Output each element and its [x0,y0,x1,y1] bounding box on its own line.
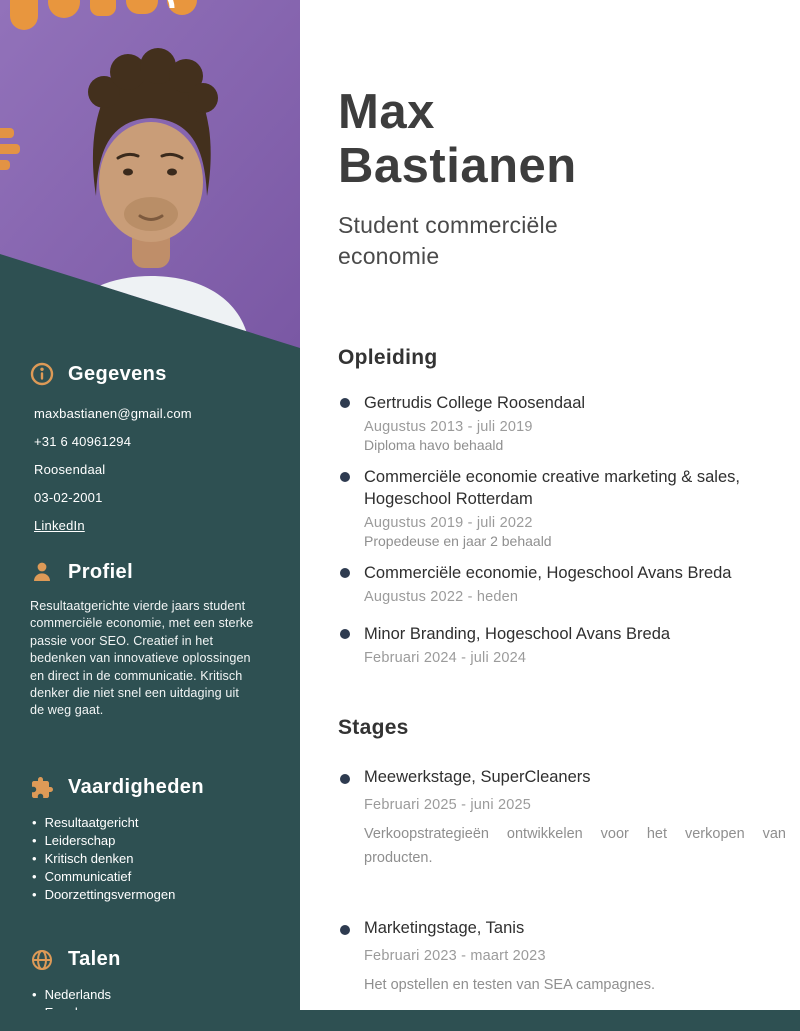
internship-date: Februari 2025 - juni 2025 [364,796,532,813]
contact-email: maxbastianen@gmail.com [34,406,192,421]
education-title: Commerciële economie creative marketing & sales, Hogeschool Rotterdam [364,467,740,509]
bullet-dot [340,925,350,935]
bullet-dot [340,629,350,639]
education-date: Augustus 2019 - juli 2022 [364,515,533,532]
contact-heading: Gegevens [68,362,167,385]
footer-bar [0,1010,800,1031]
skills-heading: Vaardigheden [68,776,204,799]
language-item: • Nederlands [30,986,274,1004]
sidebar [0,0,300,1031]
profile-photo-illustration [0,0,300,348]
contact-phone: +31 6 40961294 [34,434,132,449]
name-last: Bastianen [338,138,577,193]
education-title: Commerciële economie, Hogeschool Avans Breda [364,564,732,583]
skill-item: • Leiderschap [30,832,274,850]
education-date: Februari 2024 - juli 2024 [364,649,527,666]
profile-photo [0,0,300,348]
internship-entry [338,768,786,871]
internships-heading: Stages [338,715,409,739]
internship-title: Marketingstage, Tanis [364,918,525,937]
skills-section [30,776,274,904]
contact-birthdate: 03-02-2001 [34,490,103,505]
education-section [338,346,800,666]
job-subtitle: Student commerciële economie [338,211,558,269]
name-first: Max [338,85,435,139]
internship-entry [338,919,786,998]
main-content [338,0,800,997]
education-heading: Opleiding [338,345,438,369]
skill-item: • Kritisch denken [30,850,274,868]
skill-item: • Resultaatgericht [30,814,274,832]
header [338,86,800,272]
contact-city: Roosendaal [34,462,106,477]
internship-title: Meewerkstage, SuperCleaners [364,767,591,786]
bullet-dot [340,774,350,784]
internship-desc: Verkoopstrategieën ontwikkelen voor het verkopen van producten. [364,825,786,866]
education-entry [338,466,786,550]
education-entry [338,623,786,666]
education-date: Augustus 2022 - heden [364,588,519,605]
sidebar-content [0,348,300,1022]
globe-icon [30,948,54,972]
internship-desc: Het opstellen en testen van SEA campagnes. [364,976,655,993]
education-date: Augustus 2013 - juli 2019 [364,418,533,435]
info-icon [30,362,54,386]
skill-item: • Doorzettingsvermogen [30,886,274,904]
internships-section [338,716,800,998]
education-title: Minor Branding, Hogeschool Avans Breda [364,624,671,643]
education-title: Gertrudis College Roosendaal [364,393,586,412]
bullet-dot [340,568,350,578]
contact-section [30,362,274,540]
bullet-dot [340,472,350,482]
education-entry [338,392,786,453]
education-desc: Diploma havo behaald [364,436,504,453]
education-entry [338,562,786,605]
profile-text: Resultaatgerichte vierde jaars student commerciële economie, met een sterke passie voor SEO. Creatief in het bedenken van innovatieve oplossingen en direct in de communicatie. Kritisch denker die niet snel een uitdaging uit de weg gaat. [30,599,254,718]
internship-date: Februari 2023 - maart 2023 [364,947,546,964]
languages-heading: Talen [68,948,121,971]
person-icon [30,560,54,584]
profile-section [30,560,274,720]
linkedin-link[interactable]: LinkedIn [34,518,85,533]
puzzle-icon [30,776,54,800]
education-desc: Propedeuse en jaar 2 behaald [364,533,552,550]
bullet-dot [340,398,350,408]
profile-heading: Profiel [68,560,134,583]
skill-item: • Communicatief [30,868,274,886]
